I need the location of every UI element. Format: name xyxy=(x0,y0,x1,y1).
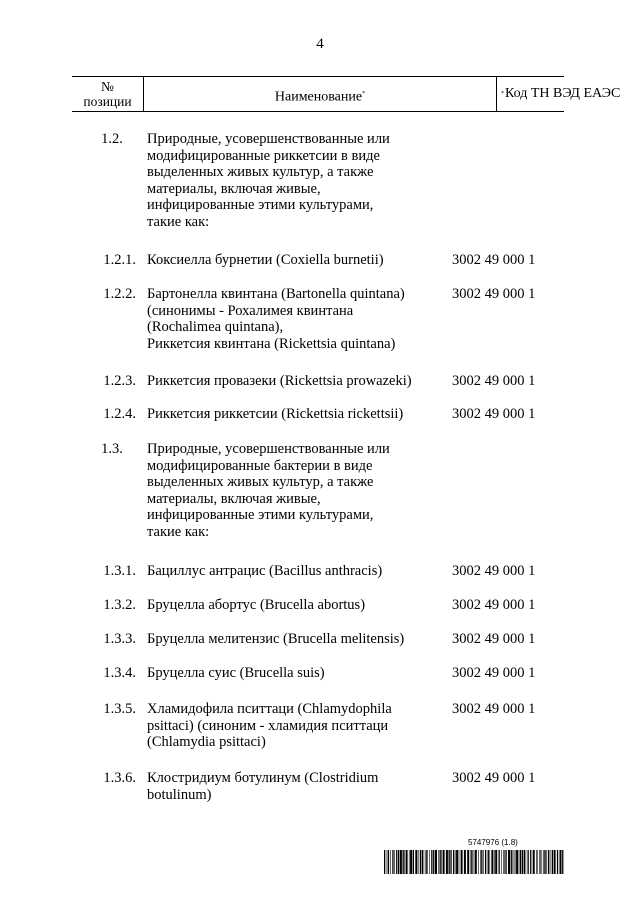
tn-ved-code: 3002 49 000 1 xyxy=(452,597,536,613)
tn-ved-code: 3002 49 000 1 xyxy=(452,286,536,302)
position-number: 1.3.2. xyxy=(103,597,136,613)
position-number: 1.3.5. xyxy=(103,701,136,717)
item-name: Клостридиум ботулинум (Clostridium botulinum) xyxy=(147,770,379,803)
document-id: 5747976 (1.8) xyxy=(468,838,518,847)
item-name: Бартонелла квинтана (Bartonella quintana) (синонимы - Рохалимея квинтана (Rochalimea quintana), Риккетсия квинтана (Rickettsia quintana) xyxy=(147,286,405,352)
item-name: Бруцелла абортус (Brucella abortus) xyxy=(147,597,366,613)
position-number: 1.3.6. xyxy=(103,770,136,786)
tn-ved-code: 3002 49 000 1 xyxy=(452,770,536,786)
page-number: 4 xyxy=(316,36,324,52)
header-name-label: Наименование xyxy=(274,89,363,105)
item-name: Хламидофила пситтаци (Chlamydophila psittaci) (синоним - хламидия пситтаци (Chlamydia psittaci) xyxy=(147,701,392,751)
item-name: Риккетсия риккетсии (Rickettsia rickettsii) xyxy=(147,406,404,422)
header-code-footnote-mark: * xyxy=(501,91,504,97)
position-number: 1.2.4. xyxy=(103,406,136,422)
tn-ved-code: 3002 49 000 1 xyxy=(452,406,536,422)
header-name-footnote-mark: * xyxy=(362,91,366,97)
tn-ved-code: 3002 49 000 1 xyxy=(452,701,536,717)
tn-ved-code: 3002 49 000 1 xyxy=(452,665,536,681)
item-name: Бациллус антрацис (Bacillus anthracis) xyxy=(147,563,383,579)
tn-ved-code: 3002 49 000 1 xyxy=(452,631,536,647)
item-name: Коксиелла бурнетии (Coxiella burnetii) xyxy=(147,252,384,268)
item-name: Природные, усовершенствованные или модифицированные бактерии в виде выделенных живых культур, а также материалы, включая живые, инфицированные этими культурами, такие как: xyxy=(147,441,390,540)
header-position-label: позиции xyxy=(83,94,132,109)
position-number: 1.3.4. xyxy=(103,665,136,681)
item-name: Бруцелла мелитензис (Brucella melitensis) xyxy=(147,631,405,647)
position-number: 1.3. xyxy=(101,441,123,457)
position-number: 1.2. xyxy=(101,131,123,147)
position-number: 1.2.3. xyxy=(103,373,136,389)
position-number: 1.3.1. xyxy=(103,563,136,579)
item-name: Риккетсия провазеки (Rickettsia prowazeki) xyxy=(147,373,412,389)
position-number: 1.3.3. xyxy=(103,631,136,647)
barcode-icon xyxy=(384,850,564,874)
item-name: Бруцелла суис (Brucella suis) xyxy=(147,665,325,681)
tn-ved-code: 3002 49 000 1 xyxy=(452,373,536,389)
header-code-label: Код ТН ВЭД ЕАЭС xyxy=(505,86,621,101)
tn-ved-code: 3002 49 000 1 xyxy=(452,252,536,268)
position-number: 1.2.1. xyxy=(103,252,136,268)
header-number-sign: № xyxy=(101,79,114,94)
item-name: Природные, усовершенствованные или модифицированные риккетсии в виде выделенных живых культур, а также материалы, включая живые, инфицированные этими культурами, такие как: xyxy=(147,131,390,230)
tn-ved-code: 3002 49 000 1 xyxy=(452,563,536,579)
position-number: 1.2.2. xyxy=(103,286,136,302)
